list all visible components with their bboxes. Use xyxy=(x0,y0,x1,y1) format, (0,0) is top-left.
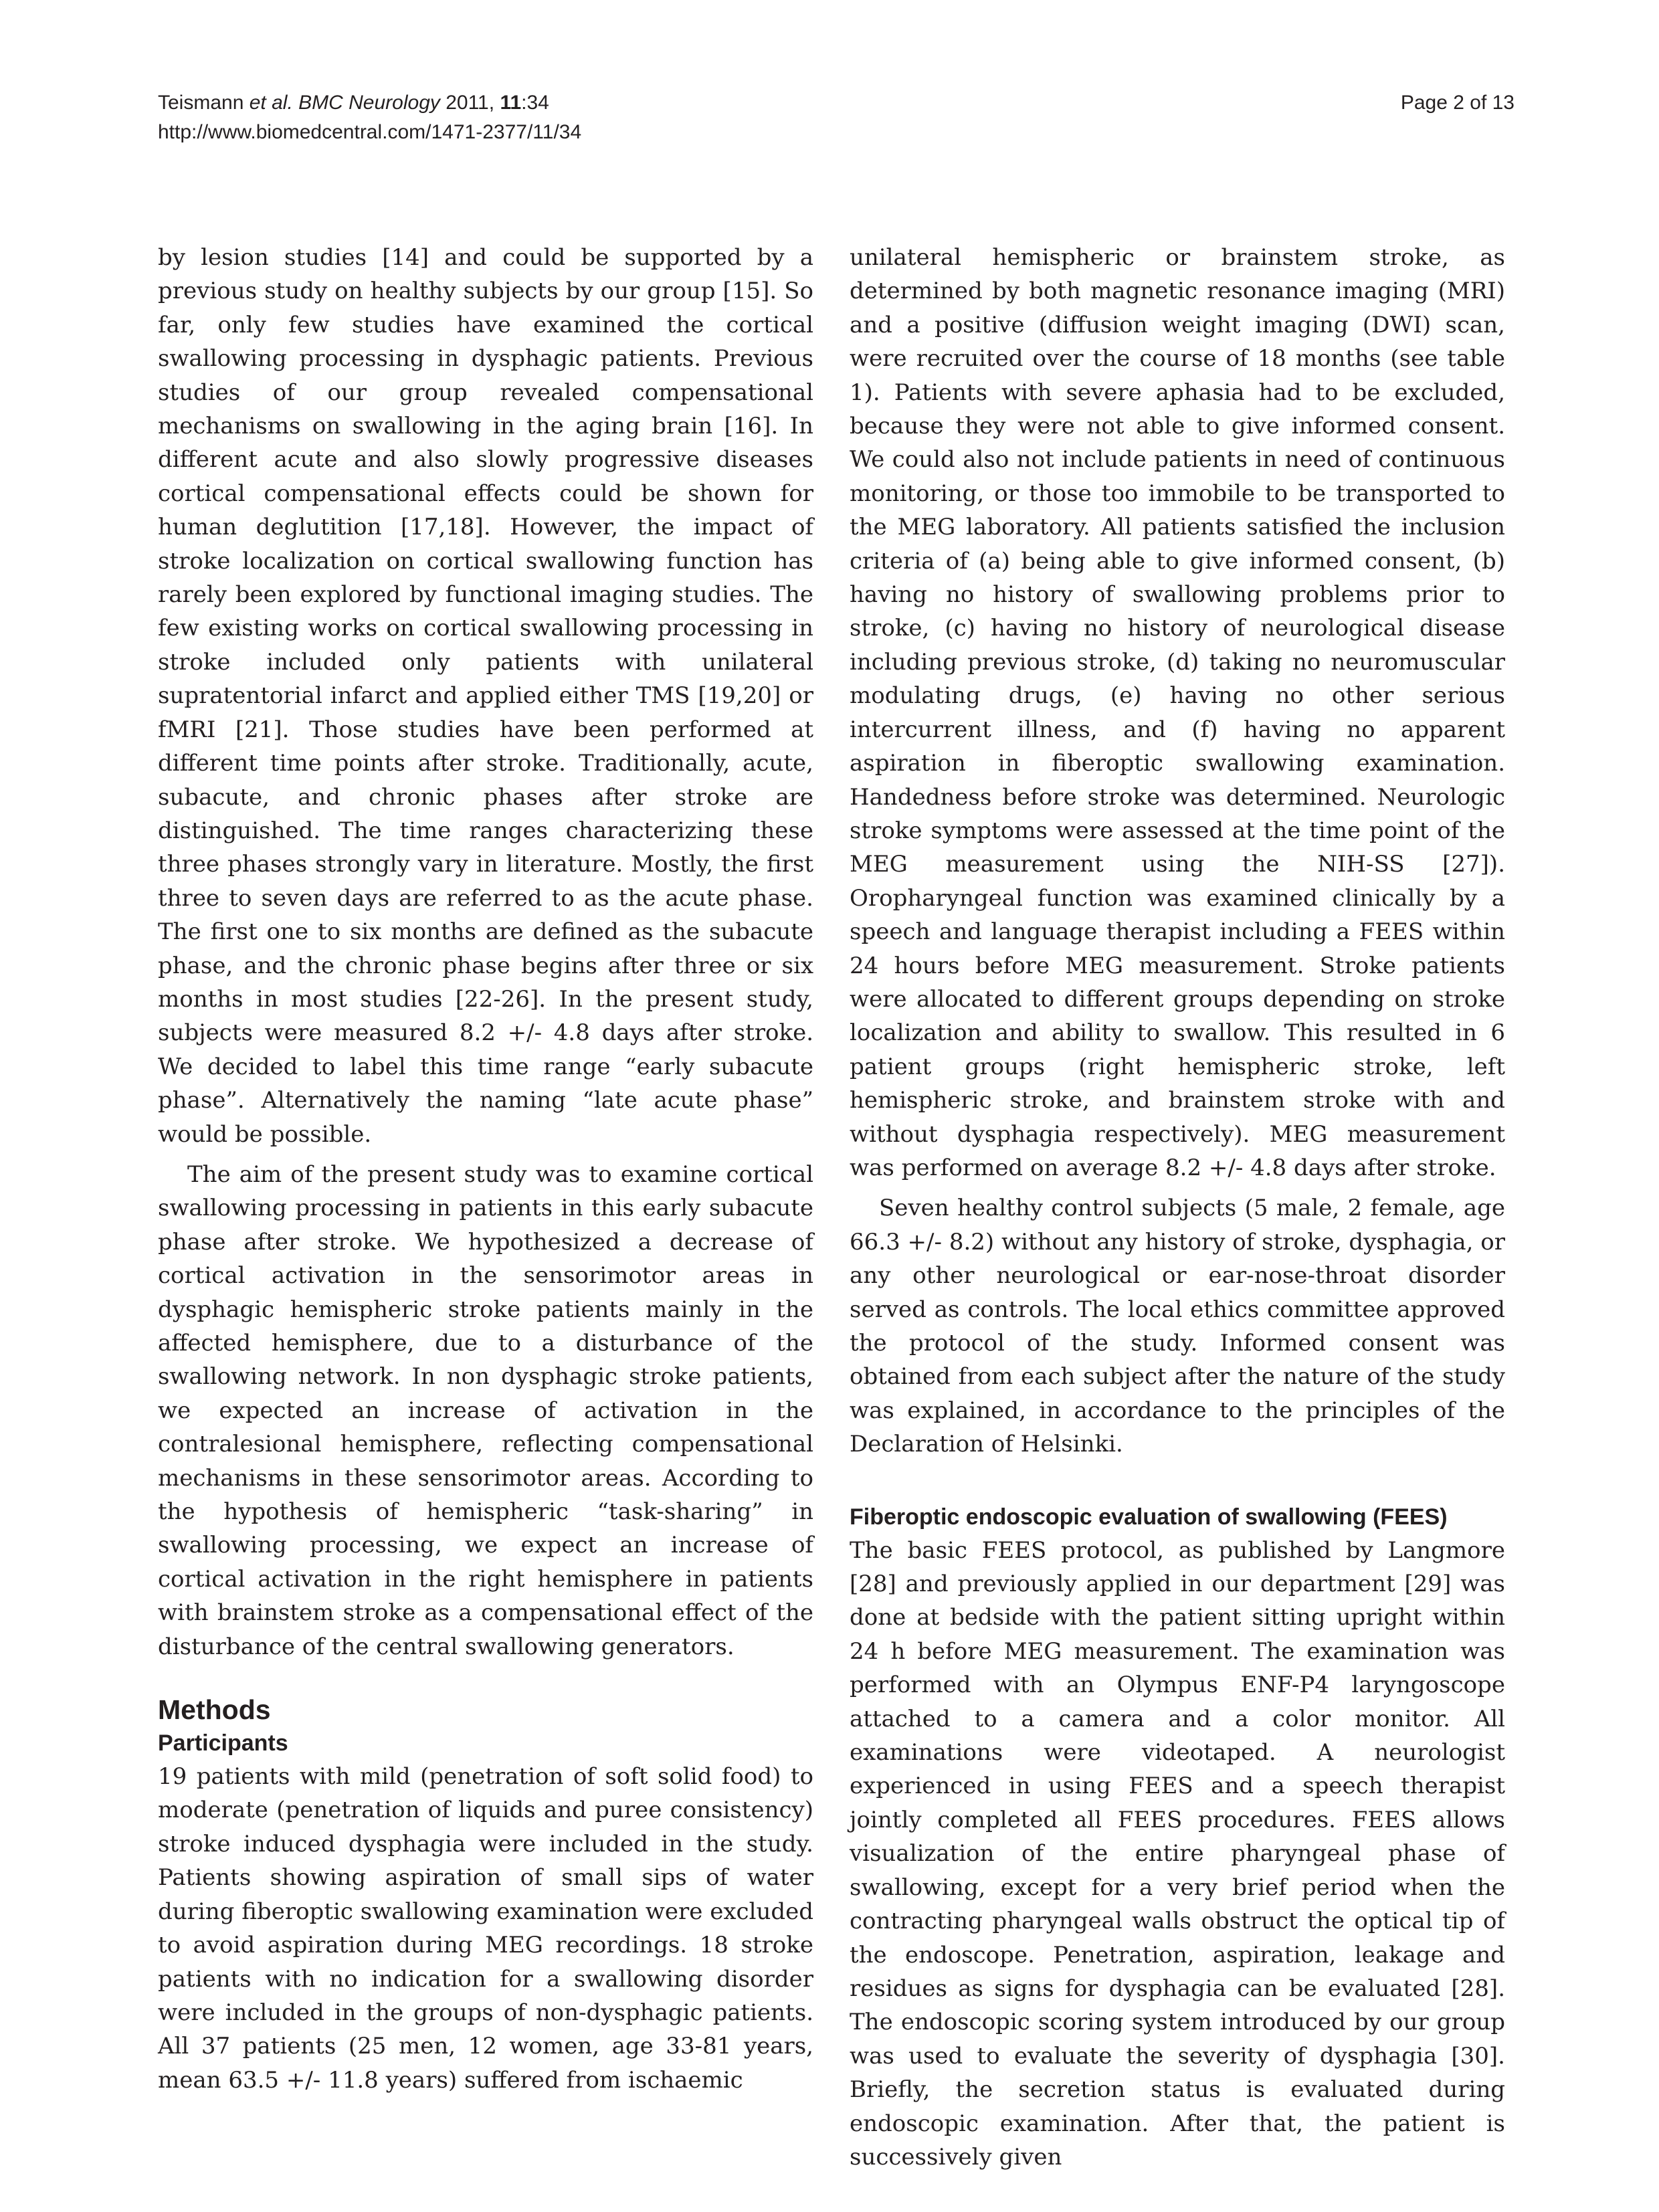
paragraph: 19 patients with mild (penetration of soft solid food) to moderate (penetration of liquids and puree consistency) stroke induced dysphagia were included in the study. Patients showing aspiration of small sips of water during fiberoptic swallowing examination were excluded to avoid aspiration during MEG recordings. 18 stroke patients with no indication for a swallowing disorder were included in the groups of non-dysphagic patients. All 37 patients (25 men, 12 women, age 33-81 years, mean 63.5 +/- 11.8 years) suffered from ischaemic xyxy=(158,1763,813,2094)
header-authors: Teismann xyxy=(158,92,244,114)
running-header xyxy=(158,88,581,147)
header-year: 2011, xyxy=(446,92,495,114)
right-column xyxy=(850,241,1505,2174)
page-number: Page 2 of 13 xyxy=(1400,92,1515,114)
header-et-al: et al. xyxy=(249,92,293,114)
paragraph: Seven healthy control subjects (5 male, 2 female, age 66.3 +/- 8.2) without any history of stroke, dysphagia, or any other neurological or ear-nose-throat disorder served as controls. The local ethics committee approved the protocol of the study. Informed consent was obtained from each subject after the nature of the study was explained, in accordance to the principles of the Declaration of Helsinki. xyxy=(850,1195,1505,1458)
journal-citation xyxy=(158,88,581,118)
article-url-link[interactable]: http://www.biomedcentral.com/1471-2377/11/34 xyxy=(158,121,582,143)
header-article: :34 xyxy=(521,92,549,114)
paragraph: The basic FEES protocol, as published by Langmore [28] and previously applied in our department [29] was done at bedside with the patient sitting upright within 24 h before MEG measurement. The examination was performed with an Olympus ENF-P4 laryngoscope attached to a camera and a color monitor. All examinations were videotaped. A neurologist experienced in using FEES and a speech therapist jointly completed all FEES procedures. FEES allows visualization of the entire pharyngeal phase of swallowing, except for a very brief period when the contracting pharyngeal walls obstruct the optical tip of the endoscope. Penetration, aspiration, leakage and residues as signs for dysphagia can be evaluated [28]. The endoscopic scoring system introduced by our group was used to evaluate the severity of dysphagia [30]. Briefly, the secretion status is evaluated during endoscopic examination. After that, the patient is successively given xyxy=(850,1536,1505,2171)
section-heading-methods: Methods xyxy=(158,1694,271,1726)
header-volume: 11 xyxy=(500,92,522,114)
left-column xyxy=(158,241,813,2097)
subsection-heading-fees: Fiberoptic endoscopic evaluation of swallowing (FEES) xyxy=(850,1504,1448,1530)
header-journal: BMC Neurology xyxy=(298,92,440,114)
paragraph: by lesion studies [14] and could be supported by a previous study on healthy subjects by our group [15]. So far, only few studies have examined the cortical swallowing processing in dysphagic patients. Previous studies of our group revealed compensational mechanisms on swallowing in the aging brain [16]. In different acute and also slowly progressive diseases cortical compensational effects could be shown for human deglutition [17,18]. However, the impact of stroke localization on cortical swallowing function has rarely been explored by functional imaging studies. The few existing works on cortical swallowing processing in stroke included only patients with unilateral supratentorial infarct and applied either TMS [19,20] or fMRI [21]. Those studies have been performed at different time points after stroke. Traditionally, acute, subacute, and chronic phases after stroke are distinguished. The time ranges characterizing these three phases strongly vary in literature. Mostly, the first three to seven days are referred to as the acute phase. The first one to six months are defined as the subacute phase, and the chronic phase begins after three or six months in most studies [22-26]. In the present study, subjects were measured 8.2 +/- 4.8 days after stroke. We decided to label this time range “early subacute phase”. Alternatively the naming “late acute phase” would be possible. xyxy=(158,244,813,1148)
paragraph: The aim of the present study was to examine cortical swallowing processing in patients in this early subacute phase after stroke. We hypothesized a decrease of cortical activation in the sensorimotor areas in dysphagic hemispheric stroke patients mainly in the affected hemisphere, due to a disturbance of the swallowing network. In non dysphagic stroke patients, we expected an increase of activation in the contralesional hemisphere, reflecting compensational mechanisms in these sensorimotor areas. According to the hypothesis of hemispheric “task-sharing” in swallowing processing, we expect an increase of cortical activation in the right hemisphere in patients with brainstem stroke as a compensational effect of the disturbance of the central swallowing generators. xyxy=(158,1161,813,1660)
subsection-heading-participants: Participants xyxy=(158,1730,288,1756)
paragraph: unilateral hemispheric or brainstem stroke, as determined by both magnetic resonance imaging (MRI) and a positive (diffusion weight imaging (DWI) scan, were recruited over the course of 18 months (see table 1). Patients with severe aphasia had to be excluded, because they were not able to give informed consent. We could also not include patients in need of continuous monitoring, or those too immobile to be transported to the MEG laboratory. All patients satisfied the inclusion criteria of (a) being able to give informed consent, (b) having no history of swallowing problems prior to stroke, (c) having no history of neurological disease including previous stroke, (d) taking no neuromuscular modulating drugs, (e) having no other serious intercurrent illness, and (f) having no apparent aspiration in fiberoptic swallowing examination. Handedness before stroke was determined. Neurologic stroke symptoms were assessed at the time point of the MEG measurement using the NIH-SS [27]). Oropharyngeal function was examined clinically by a speech and language therapist including a FEES within 24 hours before MEG measurement. Stroke patients were allocated to different groups depending on stroke localization and ability to swallow. This resulted in 6 patient groups (right hemispheric stroke, left hemispheric stroke, and brainstem stroke with and without dysphagia respectively). MEG measurement was performed on average 8.2 +/- 4.8 days after stroke. xyxy=(850,244,1505,1181)
